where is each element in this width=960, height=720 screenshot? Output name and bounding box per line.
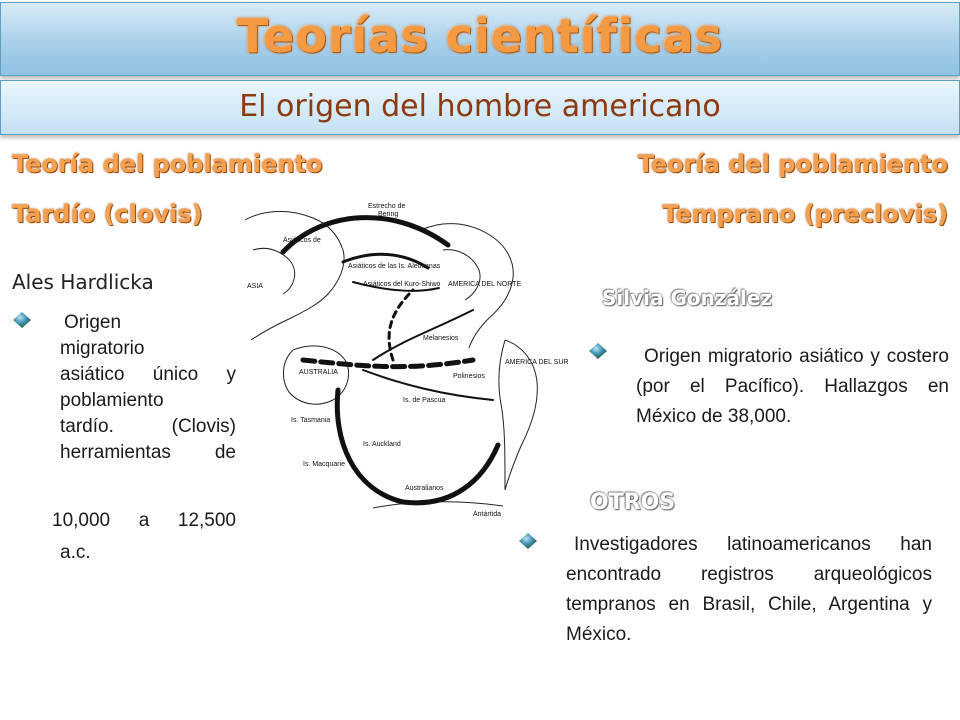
map-label-tasmania: Is. Tasmania	[291, 417, 331, 424]
map-label-macquarie: Is. Macquarie	[303, 461, 346, 468]
route-dashed-center	[389, 290, 413, 360]
left-text-line: Origen	[64, 312, 122, 333]
left-text-block	[60, 310, 236, 466]
map-label-bering: Bering	[378, 211, 399, 218]
map-label-australianos: Australianos	[405, 485, 444, 492]
others-label: OTROS	[590, 490, 676, 515]
others-text: Investigadores latinoamericanos han encontrado registros arqueológicos tempranos en Brasil, Chile, Argentina y México.	[566, 534, 932, 645]
bullet-icon	[12, 311, 32, 329]
left-text-line: asiático único y	[60, 364, 236, 385]
left-text-line: tardío. (Clovis)	[60, 416, 236, 437]
right-heading-line2: Temprano (preclovis)	[662, 200, 948, 228]
right-author: Silvia González	[602, 286, 773, 310]
map-label-america-sur: AMERICA DEL SUR	[505, 359, 569, 366]
page-title: Teorías científicas	[236, 9, 724, 63]
left-text-line: herramientas de	[60, 442, 236, 463]
left-text-line: migratorio	[60, 338, 145, 359]
map-label-pascua: Is. de Pascua	[403, 397, 446, 404]
bullet-icon	[588, 342, 608, 360]
subtitle-banner	[0, 80, 960, 135]
map-label-melanesios: Melanesios	[423, 335, 459, 342]
map-label-australia: AUSTRALIA	[299, 369, 338, 376]
migration-map	[243, 190, 569, 520]
left-author: Ales Hardlicka	[12, 270, 154, 294]
title-banner	[0, 2, 960, 76]
right-text: Origen migratorio asiático y costero (por el Pacífico). Hallazgos en México de 38,000.	[636, 346, 949, 427]
map-label-america-norte: AMERICA DEL NORTE	[448, 281, 522, 288]
page-subtitle: El origen del hombre americano	[239, 89, 721, 124]
map-label-antartida: Antártida	[473, 511, 502, 518]
map-label-strait: Estrecho de	[368, 203, 406, 210]
map-label-aleutianas: Asiáticos de las Is. Aleutianas	[348, 263, 441, 270]
north-america-inner	[443, 250, 480, 300]
route-bering	[283, 218, 448, 252]
left-text-line: poblamiento	[60, 390, 164, 411]
map-label-asia: ASIA	[247, 283, 263, 290]
left-text-line: a.c.	[60, 542, 91, 563]
left-heading-line2: Tardío (clovis)	[12, 200, 203, 228]
left-heading-line1: Teoría del poblamiento	[12, 150, 323, 178]
map-label-polinesios: Polinesios	[453, 373, 485, 380]
route-pacific-east	[303, 360, 473, 367]
right-heading-line1: Teoría del poblamiento	[637, 150, 948, 178]
map-label-kuro: Asiáticos del Kuro-Shiwo	[363, 281, 441, 288]
map-label-asiaticos-bering: Asiáticos de	[283, 237, 321, 244]
left-text-line: 10,000 a 12,500	[52, 510, 236, 531]
bullet-icon	[518, 532, 538, 550]
map-label-auckland: Is. Auckland	[363, 441, 401, 448]
